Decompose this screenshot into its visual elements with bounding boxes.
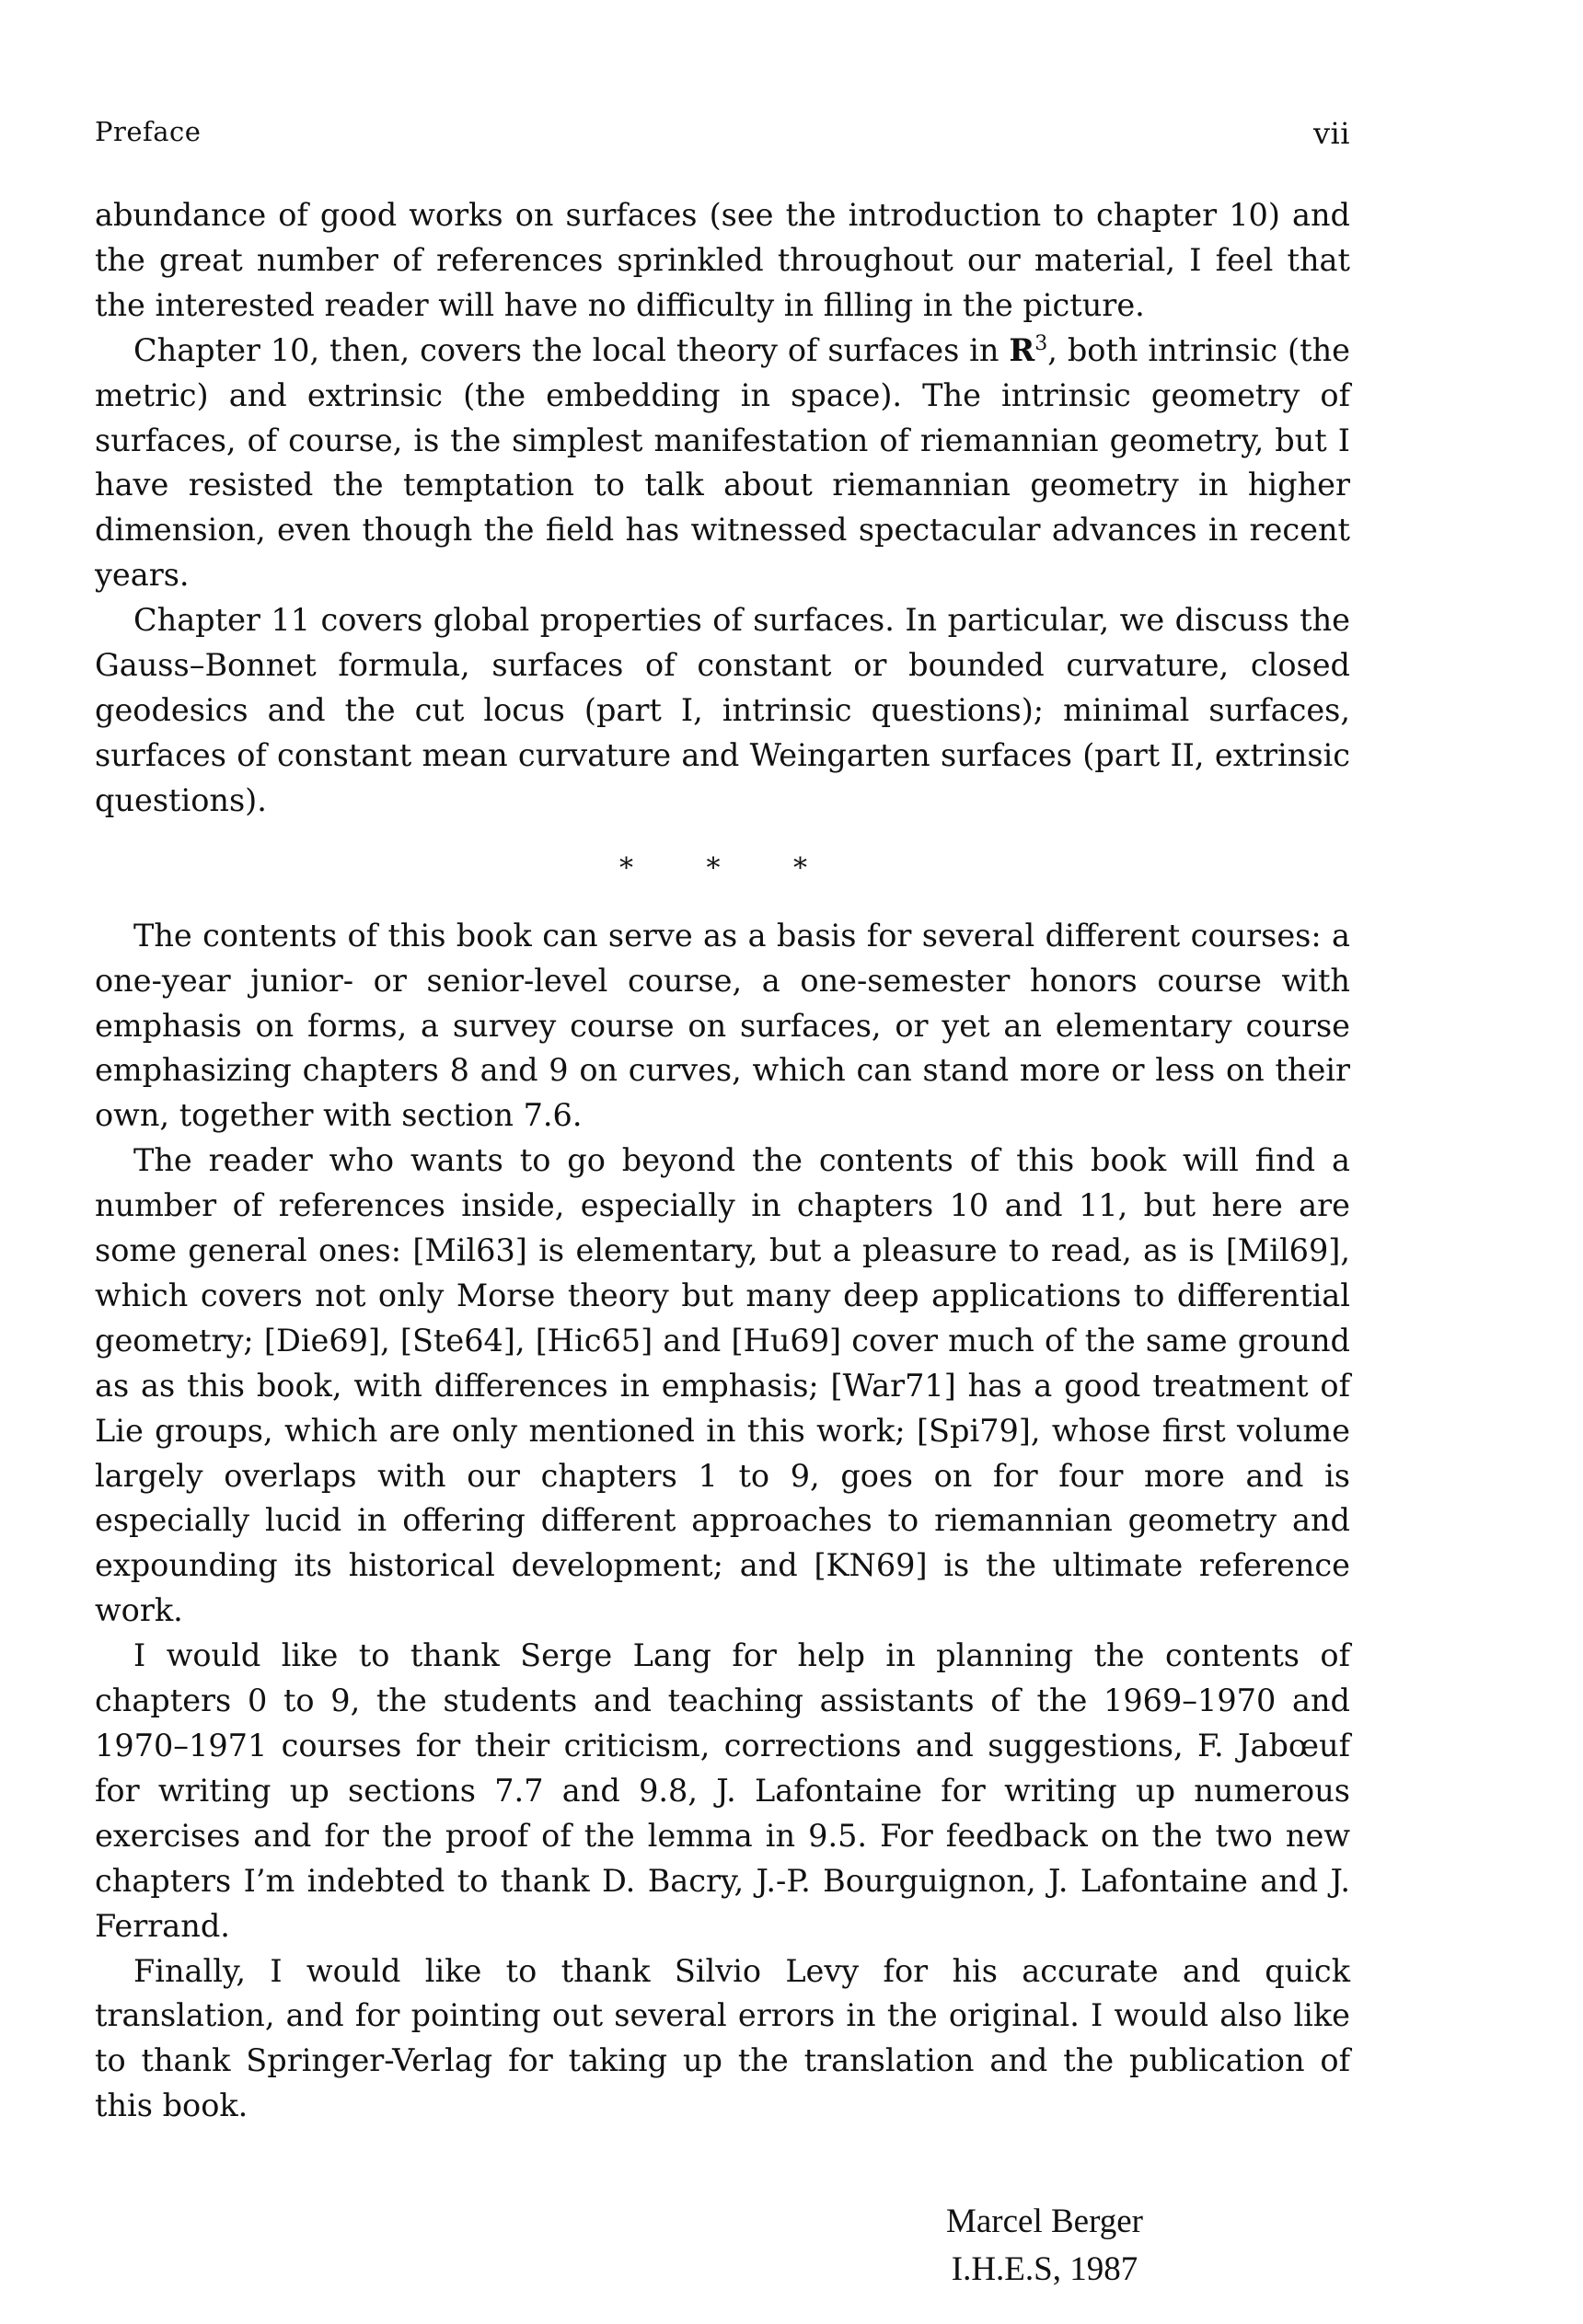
paragraph-6: I would like to thank Serge Lang for help in planning the contents of chapters 0 to 9, the students and teaching assistants of the 1969–1970 and 1970–1971 courses for their criticism, corrections and suggestions, F. Jabœuf for writing up sections 7.7 and 9.8, J. Lafontaine for writing up numerous exercises and for the proof of the lemma in 9.5. For feedback on the two new chapters I’m indebted to thank D. Bacry, J.-P. Bourguignon, J. Lafontaine and J. Ferrand. (95, 1637, 1350, 1944)
running-head (95, 116, 1350, 153)
page-number: vii (1312, 116, 1350, 151)
paragraph-5: The reader who wants to go beyond the contents of this book will find a number of references inside, especially in chapters 10 and 11, but here are some general ones: [Mil63] is elementary, but a pleasure to read, as is [Mil69], which covers not only Morse theory but many deep applications to differential geometry; [Die69], [Ste64], [Hic65] and [Hu69] cover much of the same ground as as this book, with differences in emphasis; [War71] has a good treatment of Lie groups, which are only mentioned in this work; [Spi79], whose first volume largely overlaps with our chapters 1 to 9, goes on for four more and is especially lucid in offering different approaches to riemannian geometry and expounding its historical development; and [KN69] is the ultimate reference work. (95, 1142, 1350, 1629)
real-numbers-symbol: R (1009, 331, 1035, 368)
author-affiliation: I.H.E.S, 1987 (951, 2250, 1138, 2288)
paragraph-4: The contents of this book can serve as a basis for several different courses: a one-year junior- or senior-level course, a one-semester honors course with emphasis on forms, a survey course on surfaces, or yet an elementary course emphasizing chapters 8 and 9 on curves, which can stand more or less on their own, together with section 7.6. (95, 917, 1350, 1134)
author-name: Marcel Berger (945, 2203, 1143, 2240)
section-separator: * * * (618, 851, 808, 885)
paragraph-1: abundance of good works on surfaces (see the introduction to chapter 10) and the great number of references sprinkled throughout our material, I feel that the interested reader will have no difficulty in filling in the picture. (95, 197, 1350, 323)
paragraph-3: Chapter 11 covers global properties of surfaces. In particular, we discuss the Gauss–Bonnet formula, surfaces of constant or bounded curvature, closed geodesics and the cut locus (part I, intrinsic questions); minimal surfaces, surfaces of constant mean curvature and Weingarten surfaces (part II, extrinsic questions). (95, 602, 1350, 818)
signature-block (851, 2198, 1238, 2294)
body-text (95, 193, 1350, 2129)
paragraph-7: Finally, I would like to thank Silvio Levy for his accurate and quick translation, and for pointing out several errors in the original. I would also like to thank Springer-Verlag for taking up the translation and the publication of this book. (95, 1952, 1350, 2124)
paragraph-2 (95, 329, 1350, 598)
section-title: Preface (95, 116, 202, 147)
exponent: 3 (1034, 331, 1048, 355)
paragraph-2-end: , both intrinsic (the metric) and extrinsic (the embedding in space). The intrinsic geometry of surfaces, of course, is the simplest manifestation of riemannian geometry, but I have resisted the temptation to talk about riemannian geometry in higher dimension, even though the field has witnessed spectacular advances in recent years. (95, 331, 1350, 594)
paragraph-2-start: Chapter 10, then, covers the local theory of surfaces in (133, 331, 1010, 368)
